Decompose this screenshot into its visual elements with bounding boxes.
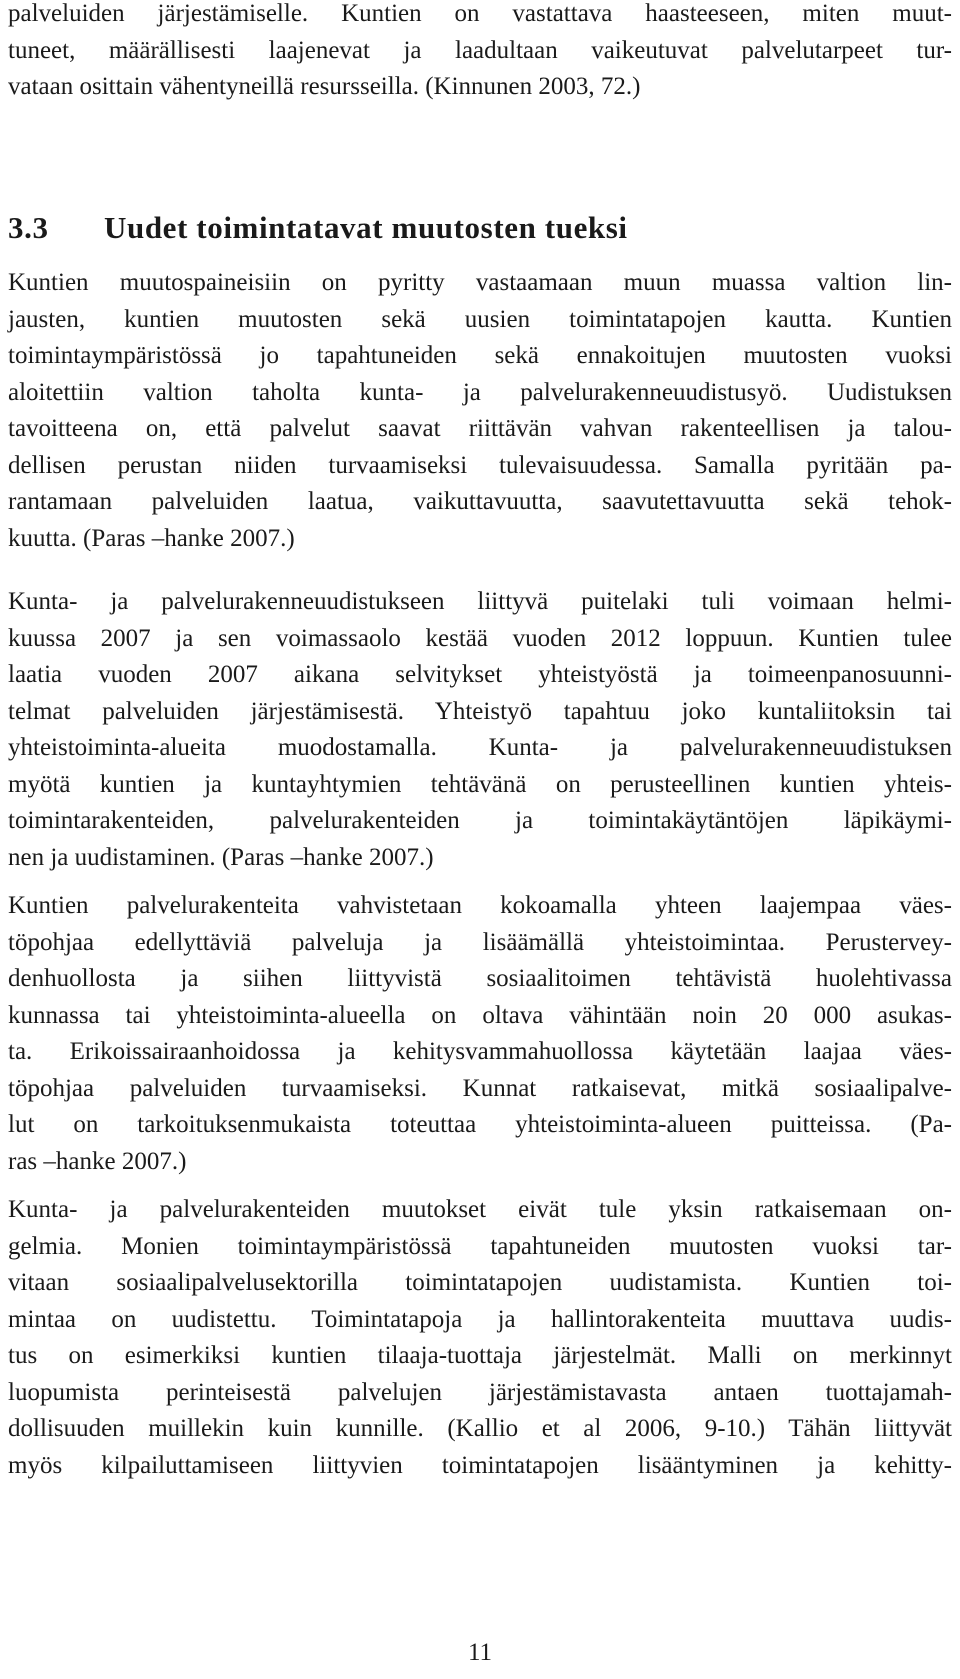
text-line: myös kilpailuttamiseen liittyvien toimintatapojen lisääntyminen ja kehitty-: [8, 1451, 952, 1479]
text-line: kuutta. (Paras –hanke 2007.): [8, 524, 295, 552]
text-line: palveluiden järjestämiselle. Kuntien on vastattava haasteeseen, miten muut-: [8, 0, 952, 27]
text-line: tavoitteena on, että palvelut saavat riittävän vahvan rakenteellisen ja talou-: [8, 415, 952, 442]
text-line: ta. Erikoissairaanhoidossa ja kehitysvammahuollossa käytetään laajaa väes-: [8, 1038, 952, 1065]
page-number: 11: [467, 1639, 493, 1666]
text-line: dollisuuden muillekin kuin kunnille. (Kallio et al 2006, 9-10.) Tähän liittyvät: [8, 1415, 952, 1442]
text-line: Kunta- ja palvelurakenteiden muutokset eivät tule yksin ratkaisemaan on-: [8, 1196, 952, 1223]
text-line: Kuntien muutospaineisiin on pyritty vastaamaan muun muassa valtion lin-: [8, 269, 952, 296]
text-line: myötä kuntien ja kuntayhtymien tehtävänä on perusteellinen kuntien yhteis-: [8, 770, 952, 798]
text-line: toimintaympäristössä jo tapahtuneiden sekä ennakoitujen muutosten vuoksi: [8, 342, 952, 369]
paragraph-1: [8, 265, 952, 557]
text-line: telmat palveluiden järjestämisestä. Yhteistyö tapahtuu joko kuntaliitoksin tai: [8, 697, 952, 725]
section-title: Uudet toimintatavat muutosten tueksi: [104, 210, 628, 245]
text-line: dellisen perustan niiden turvaamiseksi tulevaisuudessa. Samalla pyritään pa-: [8, 451, 952, 479]
text-line: Kuntien palvelurakenteita vahvistetaan kokoamalla yhteen laajempaa väes-: [8, 892, 952, 919]
paragraph-3: [8, 888, 952, 1180]
text-line: laatia vuoden 2007 aikana selvitykset yhteistyöstä ja toimeenpanosuunni-: [8, 661, 952, 688]
text-line: töpohjaa palveluiden turvaamiseksi. Kunnat ratkaisevat, mitkä sosiaalipalve-: [8, 1074, 952, 1102]
text-line: ras –hanke 2007.): [8, 1147, 187, 1175]
text-line: lut on tarkoituksenmukaista toteuttaa yhteistoiminta-alueen puitteissa. (Pa-: [8, 1111, 952, 1138]
text-line: kuussa 2007 ja sen voimassaolo kestää vuoden 2012 loppuun. Kuntien tulee: [8, 624, 952, 652]
text-line: vataan osittain vähentyneillä resursseilla. (Kinnunen 2003, 72.): [8, 73, 641, 100]
text-line: toimintarakenteiden, palvelurakenteiden ja toimintakäytäntöjen läpikäymi-: [8, 807, 952, 834]
intro-paragraph: [8, 0, 952, 106]
text-line: mintaa on uudistettu. Toimintatapoja ja hallintorakenteita muuttava uudis-: [8, 1305, 952, 1333]
text-line: aloitettiin valtion taholta kunta- ja palvelurakenneuudistusyö. Uudistuksen: [8, 378, 952, 406]
text-line: tus on esimerkiksi kuntien tilaaja-tuottaja järjestelmät. Malli on merkinnyt: [8, 1342, 952, 1369]
text-line: tuneet, määrällisesti laajenevat ja laadultaan vaikeutuvat palvelutarpeet tur-: [8, 36, 952, 64]
text-line: vitaan sosiaalipalvelusektorilla toimintatapojen uudistamista. Kuntien toi-: [8, 1269, 952, 1296]
text-line: gelmia. Monien toimintaympäristössä tapahtuneiden muutosten vuoksi tar-: [8, 1232, 952, 1260]
paragraph-4: [8, 1192, 952, 1484]
text-line: Kunta- ja palvelurakenneuudistukseen liittyvä puitelaki tuli voimaan helmi-: [8, 588, 952, 615]
text-line: rantamaan palveluiden laatua, vaikuttavuutta, saavutettavuutta sekä tehok-: [8, 488, 952, 515]
text-line: jausten, kuntien muutosten sekä uusien toimintatapojen kautta. Kuntien: [8, 305, 952, 333]
paragraph-2: [8, 584, 952, 876]
text-line: kunnassa tai yhteistoiminta-alueella on oltava vähintään noin 20 000 asukas-: [8, 1001, 952, 1029]
section-number: 3.3: [8, 210, 49, 245]
text-line: töpohjaa edellyttäviä palveluja ja lisäämällä yhteistoimintaa. Perustervey-: [8, 928, 952, 956]
text-line: nen ja uudistaminen. (Paras –hanke 2007.): [8, 843, 434, 871]
section-heading: [8, 208, 628, 248]
text-line: denhuollosta ja siihen liittyvistä sosiaalitoimen tehtävistä huolehtivassa: [8, 965, 952, 992]
text-line: luopumista perinteisestä palvelujen järjestämistavasta antaen tuottajamah-: [8, 1378, 952, 1406]
text-line: yhteistoiminta-alueita muodostamalla. Kunta- ja palvelurakenneuudistuksen: [8, 734, 952, 761]
